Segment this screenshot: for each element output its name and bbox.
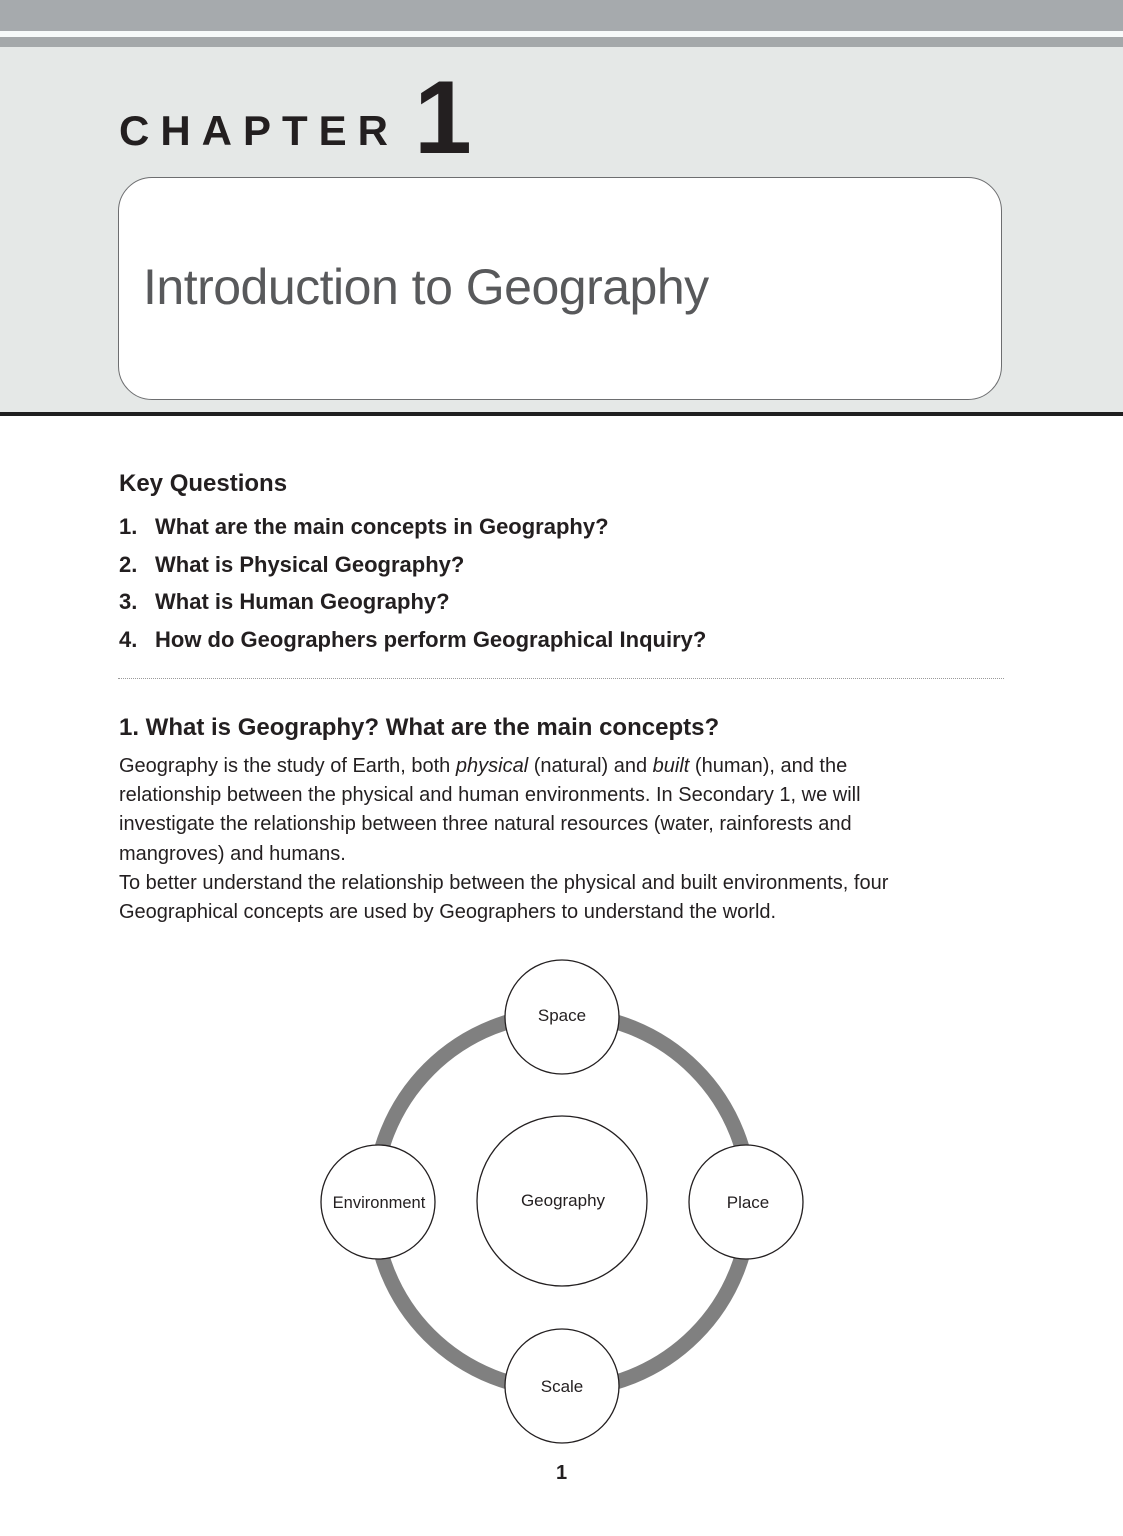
list-item-text: What is Human Geography? — [155, 589, 450, 614]
list-item — [119, 587, 706, 625]
list-item — [119, 625, 706, 663]
node-place — [689, 1145, 803, 1259]
top-band-secondary — [0, 37, 1123, 47]
paragraph: To better understand the relationship between the physical and built environments, four Geographical concepts are used by Geographers to understand the world. — [119, 871, 889, 924]
key-questions-heading: Key Questions — [119, 470, 288, 497]
list-item-text: How do Geographers perform Geographical Inquiry? — [155, 626, 707, 652]
svg-text:Space: Space — [537, 1006, 587, 1025]
text-run: (natural) and — [528, 755, 653, 777]
top-band — [0, 0, 1123, 31]
list-item-text: What are the main concepts in Geography? — [155, 514, 609, 539]
chapter-label: CHAPTER — [119, 107, 400, 154]
emphasis: built — [652, 755, 690, 777]
chapter-title: Introduction to Geography — [143, 259, 709, 315]
node-space — [505, 960, 619, 1074]
svg-text:Environment: Environment — [332, 1194, 426, 1212]
list-item-number: 1. — [119, 514, 138, 539]
chapter-number: 1 — [414, 60, 472, 176]
chapter-title-box — [118, 177, 1002, 400]
node-environment — [321, 1145, 435, 1259]
section-divider — [118, 678, 1004, 679]
text-run: Geography is the study of Earth, both — [119, 755, 456, 777]
svg-text:Scale: Scale — [540, 1377, 584, 1396]
node-scale — [505, 1329, 619, 1443]
list-item-text: What is Physical Geography? — [155, 551, 465, 577]
text-run: (human), and the relationship between the physical and human environments. In Secondary 1, we will investigate the relationship between three natural resources (water, rainforests and mangroves) and humans. — [119, 755, 861, 865]
emphasis: physical — [455, 755, 529, 777]
list-item-number: 4. — [119, 626, 138, 652]
section-heading: 1. What is Geography? What are the main concepts? — [119, 714, 720, 741]
svg-text:Place: Place — [726, 1193, 770, 1212]
list-item-number: 2. — [119, 551, 138, 577]
list-item — [119, 550, 706, 588]
section-body — [119, 752, 939, 927]
paragraph — [119, 752, 939, 869]
node-geography-center — [477, 1116, 647, 1286]
geography-concepts-diagram — [300, 950, 820, 1450]
list-item-number: 3. — [119, 589, 138, 614]
list-item — [119, 512, 706, 550]
svg-text:Geography: Geography — [520, 1191, 606, 1210]
header-divider — [0, 412, 1123, 416]
page-number: 1 — [555, 1462, 568, 1484]
key-questions-list — [119, 512, 706, 662]
